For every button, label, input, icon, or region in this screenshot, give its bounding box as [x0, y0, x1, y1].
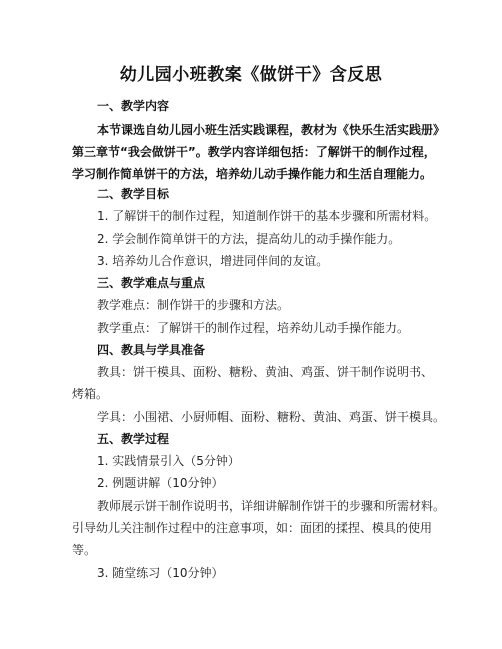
goal-item-2: 2. 学会制作简单饼干的方法，提高幼儿的动手操作能力。	[97, 232, 401, 246]
content-line-1: 本节课选自幼儿园小班生活实践课程，教材为《快乐生活实践册》	[97, 123, 446, 137]
section-heading-content: 一、教学内容	[97, 99, 170, 113]
goal-item-1: 1. 了解饼干的制作过程，知道制作饼干的基本步骤和所需材料。	[97, 209, 437, 223]
section-heading-difficulty: 三、教学难点与重点	[97, 276, 206, 290]
section-heading-goals: 二、教学目标	[97, 187, 170, 201]
process-item-2: 2. 例题讲解（10分钟）	[97, 476, 224, 490]
teaching-aids-line-1: 教具：饼干模具、面粉、糖粉、黄油、鸡蛋、饼干制作说明书、	[97, 365, 434, 379]
key-point-text: 教学重点：了解饼干的制作过程，培养幼儿动手操作能力。	[97, 321, 410, 335]
process-item-3: 3. 随堂练习（10分钟）	[97, 566, 224, 580]
content-line-3: 学习制作简单饼干的方法，培养幼儿动手操作能力和生活自理能力。	[72, 167, 433, 181]
section-heading-materials: 四、教具与学具准备	[97, 343, 206, 357]
difficulty-text: 教学难点：制作饼干的步骤和方法。	[97, 298, 290, 312]
process-text-line-1: 教师展示饼干制作说明书，详细讲解制作饼干的步骤和所需材料。	[97, 499, 446, 513]
teaching-aids-line-2: 烤箱。	[72, 387, 109, 401]
content-line-2: 第三章节“我会做饼干”。教学内容详细包括：了解饼干的制作过程，	[72, 145, 436, 159]
section-heading-process: 五、教学过程	[97, 432, 170, 446]
learning-aids-line: 学具：小围裙、小厨师帽、面粉、糖粉、黄油、鸡蛋、饼干模具。	[97, 410, 446, 424]
process-text-line-3: 等。	[72, 543, 97, 557]
process-item-1: 1. 实践情景引入（5分钟）	[97, 454, 240, 468]
goal-item-3: 3. 培养幼儿合作意识，增进同伴间的友谊。	[97, 254, 329, 268]
process-text-line-2: 引导幼儿关注制作过程中的注意事项，如：面团的揉捏、模具的使用	[72, 521, 433, 535]
document-title: 幼儿园小班教案《做饼干》含反思	[119, 65, 383, 85]
